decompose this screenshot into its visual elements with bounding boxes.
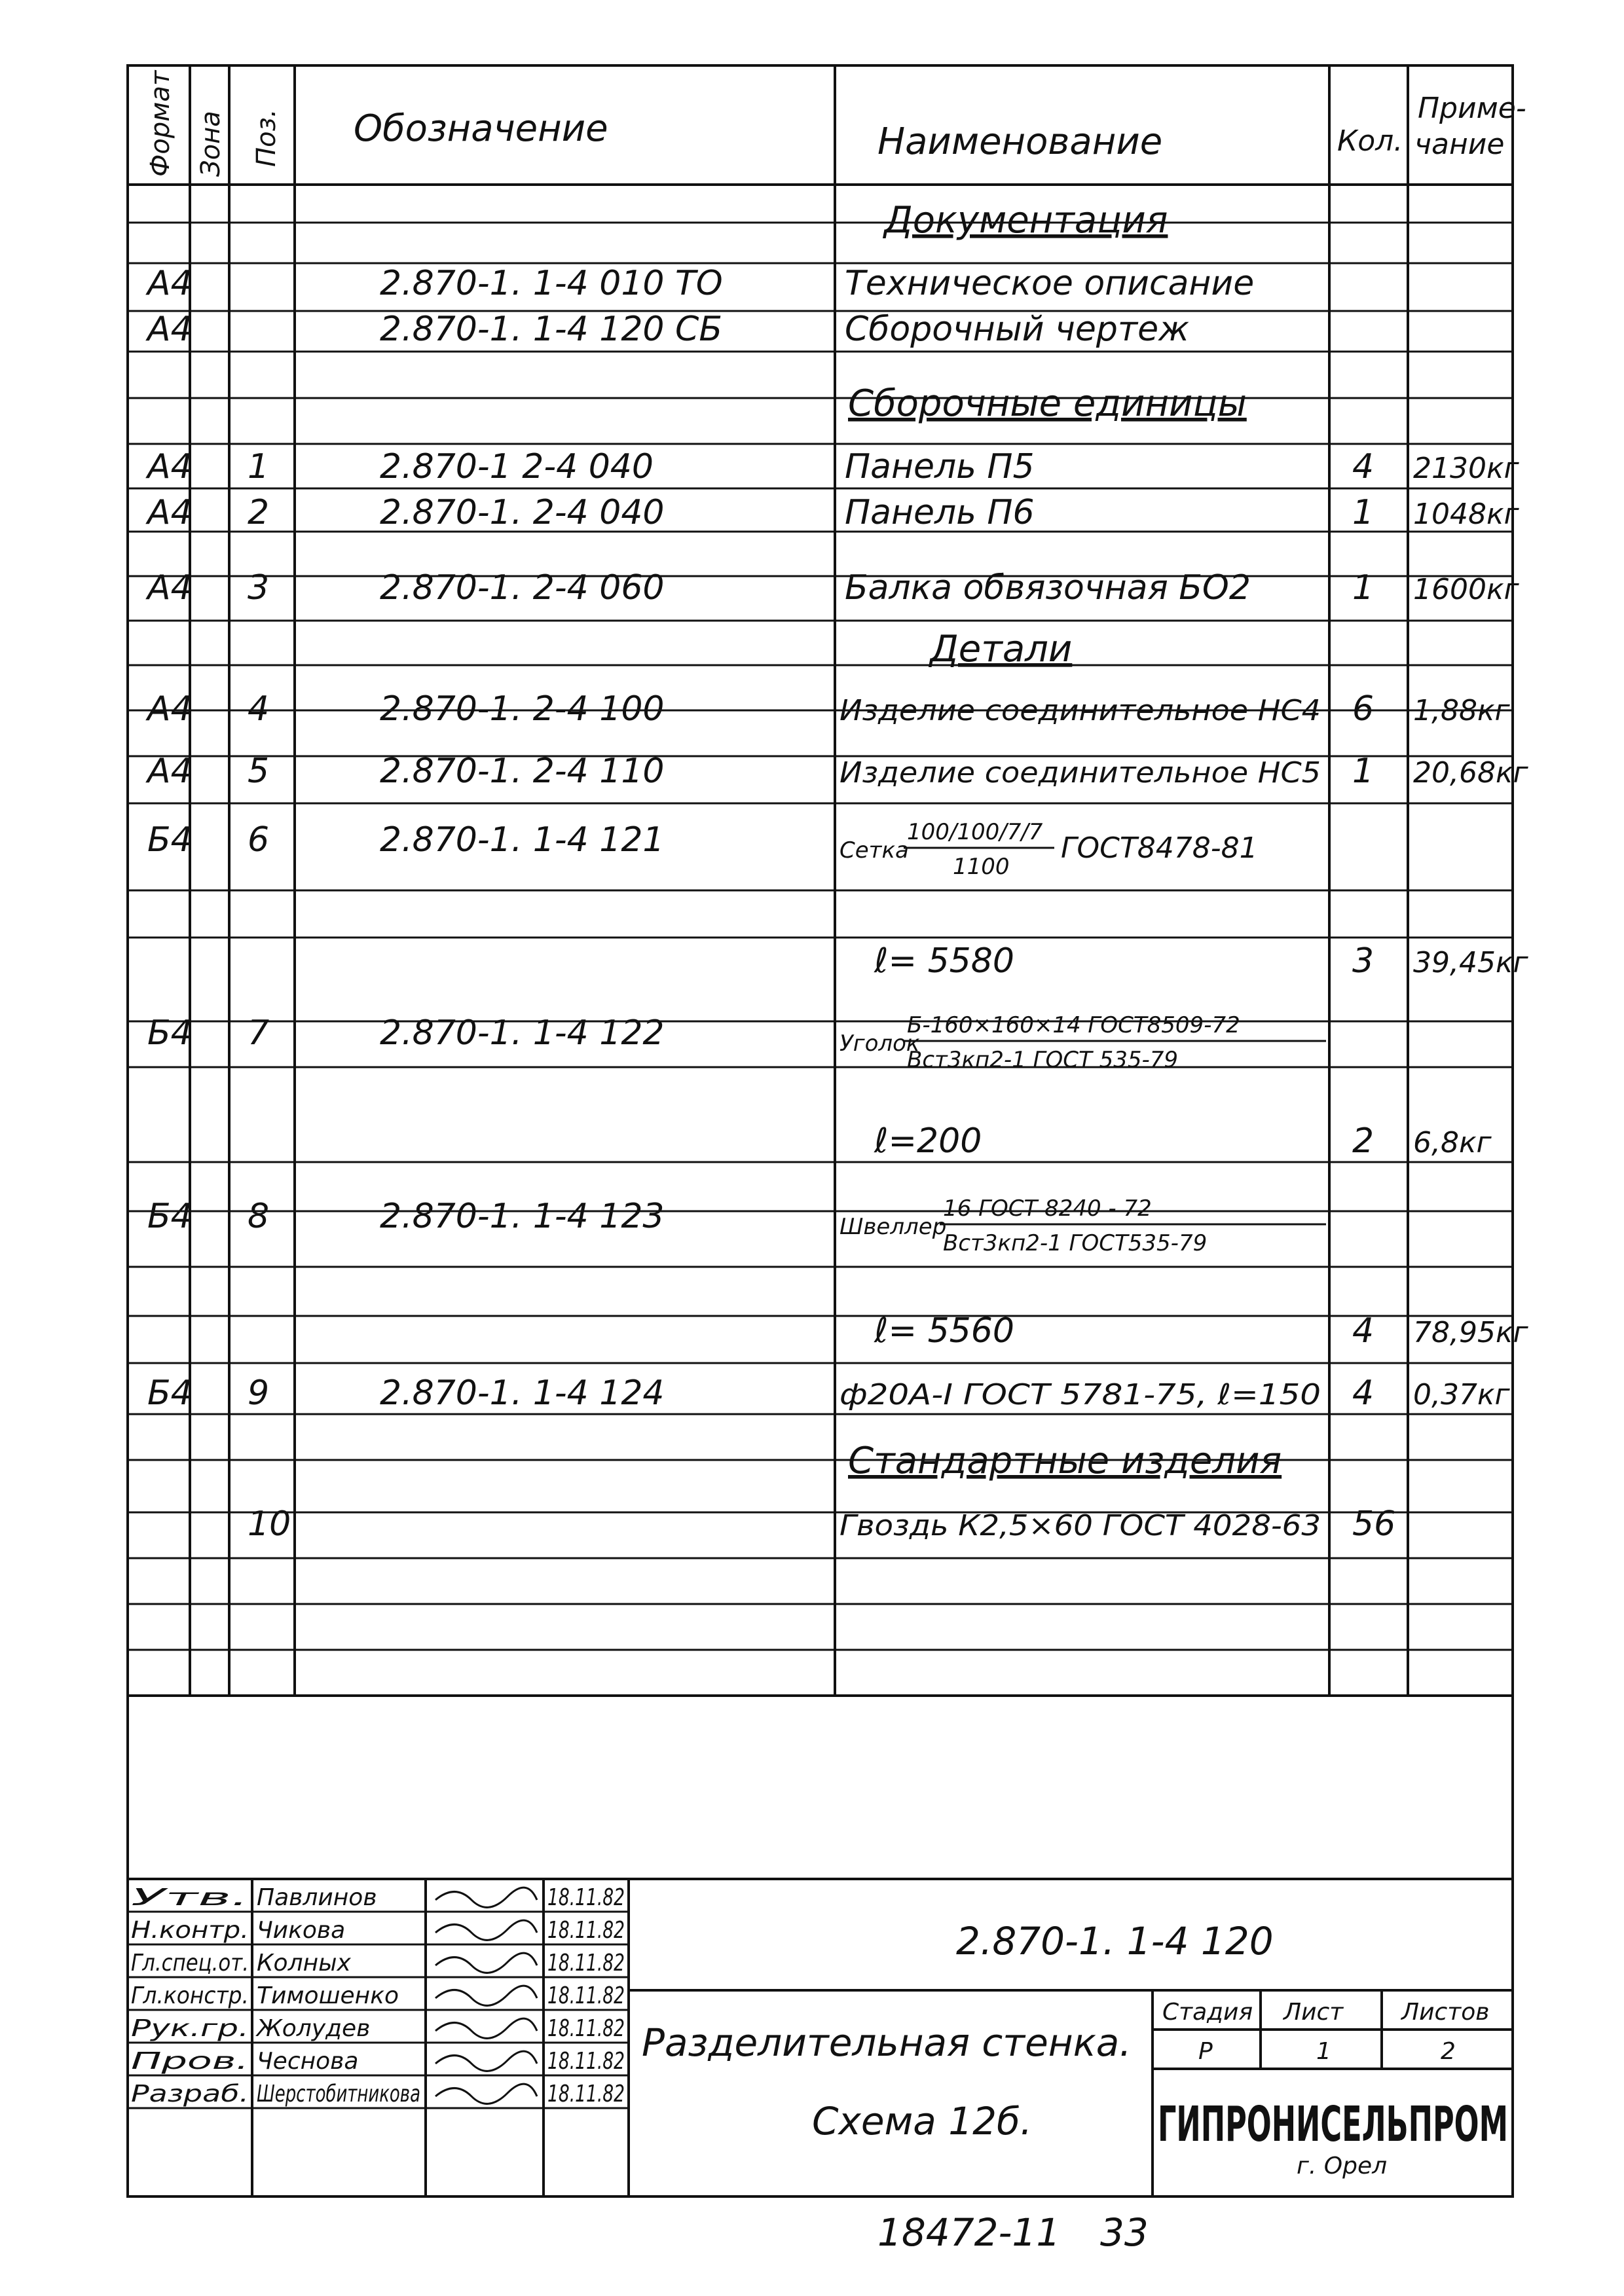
row-name-suffix: ГОСТ8478-81: [1061, 831, 1258, 865]
row-format: А4: [147, 568, 193, 608]
header-pos: Поз.: [251, 109, 282, 167]
header-note-line2: чание: [1414, 128, 1505, 161]
signature-name: Чеснова: [257, 2048, 359, 2075]
row-note: 2130кг: [1413, 452, 1519, 485]
row-name: Гвоздь К2,5×60 ГОСТ 4028-63: [840, 1509, 1321, 1542]
doc-title-line1: Разделительная стенка.: [642, 2020, 1132, 2065]
row-position: 1: [248, 447, 270, 486]
archive-number: 18472-11: [877, 2210, 1061, 2255]
row-name-numerator: 100/100/7/7: [907, 819, 1043, 845]
table-row: [145, 689, 1511, 729]
row-name: Изделие соединительное НС5: [840, 756, 1321, 790]
signature-date: 18.11.82: [547, 2081, 625, 2107]
signature-role: Гл.констр.: [131, 1982, 249, 2009]
signature-row: [131, 2015, 625, 2042]
sheet-label: Лист: [1283, 1999, 1344, 2026]
signature-name: Тимошенко: [257, 1982, 399, 2009]
row-name-denominator: Вст3кп2-1 ГОСТ 535-79: [907, 1047, 1179, 1073]
row-note: 0,37кг: [1413, 1378, 1510, 1412]
spec-rows: [145, 264, 1529, 1544]
signature-scribble: [435, 1986, 537, 2005]
row-quantity: 6: [1352, 689, 1375, 729]
signature-role: Пров.: [131, 2048, 249, 2075]
row-designation: 2.870-1. 2-4 040: [380, 493, 665, 532]
sheet-frame: [128, 65, 1513, 2196]
row-designation: 2.870-1. 2-4 110: [380, 752, 665, 791]
row-name-prefix: Швеллер: [840, 1214, 947, 1240]
row-quantity: 2: [1352, 1121, 1375, 1161]
row-quantity: 4: [1352, 1311, 1375, 1351]
header-designation: Обозначение: [354, 107, 608, 150]
stage-value: Р: [1198, 2038, 1213, 2065]
signature-name: Чикова: [257, 1917, 346, 1944]
row-quantity: 4: [1352, 447, 1375, 486]
row-name: Техническое описание: [845, 264, 1255, 303]
row-note: 39,45кг: [1413, 946, 1528, 979]
row-quantity: 3: [1352, 941, 1375, 981]
organization-city: г. Орел: [1297, 2153, 1388, 2179]
row-quantity: 1: [1352, 752, 1375, 791]
row-format: Б4: [147, 1374, 193, 1413]
page-number: 33: [1100, 2210, 1149, 2255]
row-designation: 2.870-1. 1-4 120 СБ: [380, 310, 722, 349]
row-quantity: 1: [1352, 568, 1375, 608]
row-format: А4: [147, 493, 193, 532]
row-name: Сборочный чертеж: [845, 310, 1189, 349]
row-format: А4: [147, 447, 193, 486]
signature-scribble: [435, 2084, 537, 2104]
sheets-label: Листов: [1401, 1999, 1490, 2026]
row-format: Б4: [147, 820, 193, 860]
signature-scribble: [435, 2018, 537, 2038]
table-row: [145, 568, 1520, 608]
signature-date: 18.11.82: [547, 1917, 625, 1944]
signature-row: [131, 1917, 625, 1944]
table-row: [145, 493, 1520, 532]
signature-scribble: [435, 1887, 537, 1907]
table-row: [874, 1311, 1529, 1351]
table-row: [874, 1121, 1492, 1161]
row-designation: 2.870-1. 1-4 010 ТО: [380, 264, 723, 303]
row-designation: 2.870-1. 2-4 060: [380, 568, 665, 608]
signature-name: Павлинов: [257, 1884, 377, 1911]
header-name: Наименование: [877, 120, 1163, 163]
row-format: А4: [147, 689, 193, 729]
row-format: Б4: [147, 1013, 193, 1053]
table-grid: [128, 65, 1513, 1696]
row-format: А4: [147, 310, 193, 349]
row-name: ℓ= 5580: [874, 941, 1014, 981]
row-position: 8: [248, 1197, 270, 1236]
signature-date: 18.11.82: [547, 1950, 625, 1977]
row-name: ф20А-I ГОСТ 5781-75, ℓ=150: [840, 1378, 1321, 1412]
section-assembly-units: Сборочные единицы: [848, 382, 1247, 425]
row-name: Панель П5: [845, 447, 1035, 486]
row-note: 6,8кг: [1413, 1126, 1492, 1159]
row-name-denominator: Вст3кп2-1 ГОСТ535-79: [943, 1230, 1208, 1256]
signature-role: Рук.гр.: [131, 2015, 249, 2042]
row-name: Изделие соединительное НС4: [840, 694, 1321, 727]
row-name: ℓ= 5560: [874, 1311, 1014, 1351]
row-format: А4: [147, 264, 193, 303]
signature-scribble: [435, 2051, 537, 2071]
row-designation: 2.870-1. 2-4 100: [380, 689, 665, 729]
header-format: Формат: [145, 70, 175, 177]
row-position: 2: [248, 493, 270, 532]
signature-role: Утв.: [131, 1884, 249, 1911]
row-position: 3: [248, 568, 270, 608]
row-designation: 2.870-1. 1-4 123: [380, 1197, 665, 1236]
table-row: [145, 310, 1189, 349]
header-zone: Зона: [196, 111, 226, 177]
header-note-line1: Приме-: [1418, 92, 1526, 125]
row-position: 9: [248, 1374, 270, 1413]
row-note: 1048кг: [1413, 498, 1519, 531]
row-format: А4: [147, 752, 193, 791]
signature-scribble: [435, 1953, 537, 1973]
signature-row: [131, 1884, 625, 1911]
row-note: 20,68кг: [1413, 756, 1528, 790]
row-designation: 2.870-1 2-4 040: [380, 447, 654, 486]
row-designation: 2.870-1. 1-4 122: [380, 1013, 665, 1053]
table-row: [145, 752, 1529, 791]
signature-date: 18.11.82: [547, 1982, 625, 2009]
table-row: [147, 1374, 1511, 1413]
row-quantity: 1: [1352, 493, 1375, 532]
row-name-numerator: Б-160×160×14 ГОСТ8509-72: [907, 1012, 1240, 1038]
header-qty: Кол.: [1337, 124, 1403, 158]
table-row: [145, 264, 1254, 303]
row-name-numerator: 16 ГОСТ 8240 - 72: [943, 1195, 1152, 1222]
row-format: Б4: [147, 1197, 193, 1236]
section-details: Детали: [930, 628, 1073, 670]
row-position: 7: [248, 1013, 270, 1053]
doc-title-line2: Схема 12б.: [812, 2099, 1033, 2143]
row-name: Панель П6: [845, 493, 1035, 532]
signature-role: Разраб.: [131, 2081, 249, 2107]
row-position: 5: [248, 752, 270, 791]
row-designation: 2.870-1. 1-4 124: [380, 1374, 665, 1413]
row-name-prefix: Уголок: [840, 1030, 920, 1057]
row-note: 1,88кг: [1413, 694, 1510, 727]
signature-name: Шерстобитникова: [257, 2081, 420, 2107]
row-position: 4: [248, 689, 270, 729]
row-quantity: 56: [1352, 1504, 1396, 1544]
signature-name: Жолудев: [257, 2015, 371, 2042]
signature-date: 18.11.82: [547, 2048, 625, 2075]
signature-role: Н.контр.: [131, 1917, 249, 1944]
row-name-prefix: Сетка: [840, 837, 909, 864]
row-note: 1600кг: [1413, 573, 1519, 606]
signature-name: Колных: [257, 1950, 351, 1977]
row-position: 6: [248, 820, 270, 860]
doc-number: 2.870-1. 1-4 120: [956, 1919, 1274, 1963]
signature-role: Гл.спец.от.: [131, 1950, 249, 1977]
signature-scribble: [435, 1920, 537, 1940]
row-designation: 2.870-1. 1-4 121: [380, 820, 665, 860]
row-name: Балка обвязочная БО2: [845, 568, 1251, 608]
signature-row: [131, 2048, 625, 2075]
signature-date: 18.11.82: [547, 2015, 625, 2042]
table-row: [147, 1195, 1326, 1256]
stage-label: Стадия: [1162, 1999, 1253, 2026]
row-position: 10: [248, 1504, 291, 1544]
row-name: ℓ=200: [874, 1121, 982, 1161]
signature-row: [131, 1982, 625, 2009]
sheets-value: 2: [1441, 2038, 1456, 2065]
table-row: [248, 1504, 1395, 1544]
sheet-value: 1: [1316, 2038, 1331, 2065]
row-note: 78,95кг: [1413, 1316, 1528, 1349]
table-row: [874, 941, 1529, 981]
section-standard-items: Стандартные изделия: [848, 1440, 1282, 1482]
table-row: [145, 447, 1520, 486]
signature-date: 18.11.82: [547, 1884, 625, 1911]
table-row: [147, 819, 1258, 880]
row-quantity: 4: [1352, 1374, 1375, 1413]
row-name-denominator: 1100: [953, 854, 1010, 880]
signature-row: [131, 1950, 625, 1977]
section-documentation: Документация: [884, 199, 1168, 242]
signature-row: [131, 2081, 625, 2107]
signature-rows: [131, 1884, 625, 2107]
organization-name: ГИПРОНИСЕЛЬПРОМ: [1158, 2096, 1508, 2153]
